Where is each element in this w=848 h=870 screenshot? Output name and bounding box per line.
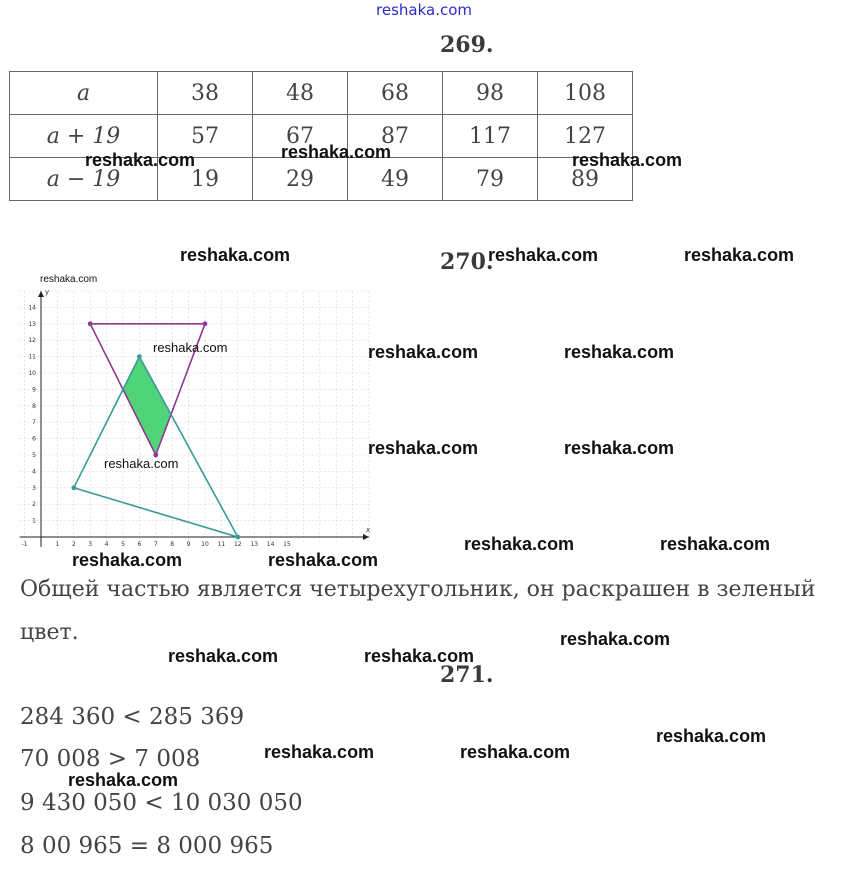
x-axis-label: x <box>366 526 371 534</box>
purple-triangle-vertex <box>88 321 93 326</box>
x-tick-label: 13 <box>250 541 259 548</box>
x-tick-label: 6 <box>137 541 142 548</box>
y-tick-label: 4 <box>32 468 36 476</box>
answer-text-line-2: цвет. <box>20 620 79 645</box>
x-tick-label: 2 <box>71 541 76 548</box>
row-label: a + 19 <box>10 115 158 158</box>
watermark-logo: reshaka.com <box>460 742 571 762</box>
x-tick-label: 7 <box>153 541 158 548</box>
x-tick-label: 14 <box>266 541 275 548</box>
y-tick-label: 14 <box>28 304 36 312</box>
x-tick-label: -1 <box>21 541 28 548</box>
table-cell: 68 <box>348 72 443 115</box>
x-tick-label: 15 <box>283 541 291 548</box>
y-tick-label: 7 <box>32 419 36 427</box>
table-cell: 48 <box>253 72 348 115</box>
site-header-link[interactable]: reshaka.com <box>376 1 472 19</box>
table-cell: 89 <box>538 158 633 201</box>
watermark-logo: reshaka.com <box>264 742 375 762</box>
watermark-logo: reshaka.com <box>660 534 771 554</box>
table-cell: 49 <box>348 158 443 201</box>
x-tick-label: 9 <box>186 541 191 548</box>
comparison-line: 9 430 050 < 10 030 050 <box>20 790 303 816</box>
answer-text-line-1: Общей частью является четырехугольник, он раскрашен в зеленый <box>20 577 816 602</box>
watermark-logo: reshaka.com <box>560 629 671 649</box>
table-row <box>10 72 633 115</box>
watermark-logo: reshaka.com <box>168 646 279 666</box>
watermark-logo: reshaka.com <box>153 340 228 355</box>
x-tick-label: 12 <box>233 541 242 548</box>
x-tick-label: 5 <box>121 541 125 548</box>
watermark-logo: reshaka.com <box>364 646 475 666</box>
problem-269-number: 269. <box>440 32 494 58</box>
x-tick-label: 1 <box>55 541 60 548</box>
y-tick-label: 3 <box>32 484 36 492</box>
purple-triangle-vertex <box>203 321 208 326</box>
table-cell: 108 <box>538 72 633 115</box>
teal-triangle-vertex <box>235 535 240 540</box>
x-tick-label: 10 <box>201 541 209 548</box>
comparison-line: 70 008 > 7 008 <box>20 746 201 772</box>
y-tick-label: 9 <box>32 386 36 394</box>
x-tick-label: 8 <box>170 541 175 548</box>
problem-269-table <box>9 71 633 201</box>
table-cell: 127 <box>538 115 633 158</box>
watermark-logo: reshaka.com <box>488 245 599 265</box>
y-tick-label: 12 <box>28 337 36 345</box>
watermark-logo: reshaka.com <box>564 342 675 362</box>
coordinate-graph <box>14 288 374 563</box>
watermark-logo: reshaka.com <box>104 456 179 471</box>
teal-triangle-vertex <box>137 354 142 359</box>
watermark-logo: reshaka.com <box>684 245 795 265</box>
table-cell: 57 <box>158 115 253 158</box>
table-cell: 117 <box>443 115 538 158</box>
problem-271-number: 271. <box>440 662 494 688</box>
row-label: a − 19 <box>10 158 158 201</box>
watermark-logo: reshaka.com <box>572 150 683 170</box>
problem-270-number: 270. <box>440 249 494 275</box>
y-tick-label: 11 <box>28 353 36 361</box>
watermark-logo: reshaka.com <box>180 245 291 265</box>
y-tick-label: 5 <box>32 452 36 459</box>
watermark-logo: reshaka.com <box>40 274 98 285</box>
table-cell: 98 <box>443 72 538 115</box>
watermark-logo: reshaka.com <box>281 142 392 162</box>
x-tick-label: 3 <box>88 541 93 548</box>
y-tick-label: 10 <box>28 370 36 377</box>
watermark-logo: reshaka.com <box>464 534 575 554</box>
table-cell: 38 <box>158 72 253 115</box>
watermark-logo: reshaka.com <box>368 342 479 362</box>
x-tick-label: 4 <box>104 541 109 548</box>
x-tick-label: 11 <box>217 541 226 548</box>
y-tick-label: 2 <box>32 501 36 509</box>
table-cell: 87 <box>348 115 443 158</box>
y-axis-label: y <box>45 288 50 296</box>
watermark-logo: reshaka.com <box>68 770 179 790</box>
y-tick-label: 1 <box>32 517 36 525</box>
watermark-logo: reshaka.com <box>85 150 196 170</box>
watermark-logo: reshaka.com <box>564 438 675 458</box>
table-cell: 29 <box>253 158 348 201</box>
y-tick-label: 13 <box>28 320 36 328</box>
table-cell: 19 <box>158 158 253 201</box>
y-axis-arrow <box>38 291 44 297</box>
table-cell: 79 <box>443 158 538 201</box>
comparison-line: 284 360 < 285 369 <box>20 704 245 730</box>
watermark-logo: reshaka.com <box>268 550 379 570</box>
teal-triangle-vertex <box>71 485 76 490</box>
y-tick-label: 8 <box>32 402 36 410</box>
x-axis-arrow <box>363 534 369 540</box>
row-label: a <box>10 72 158 115</box>
watermark-logo: reshaka.com <box>368 438 479 458</box>
comparison-line: 8 00 965 = 8 000 965 <box>20 833 274 859</box>
watermark-logo: reshaka.com <box>656 726 767 746</box>
y-tick-label: 6 <box>32 435 36 443</box>
table-cell: 67 <box>253 115 348 158</box>
watermark-logo: reshaka.com <box>72 550 183 570</box>
